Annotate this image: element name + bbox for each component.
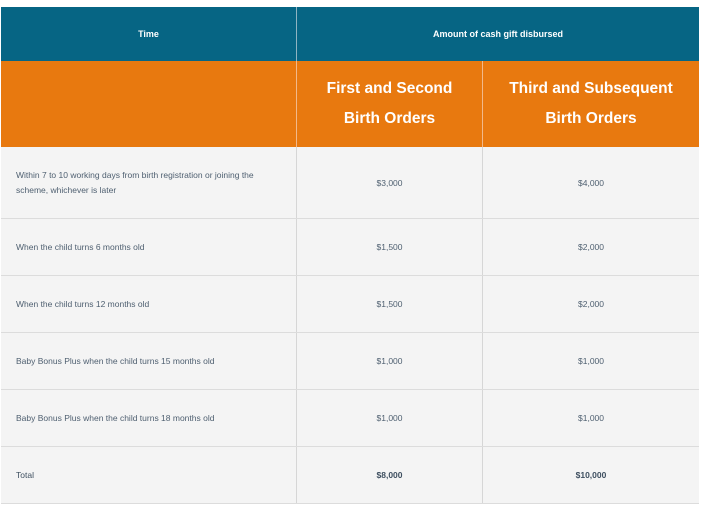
third-subsequent-amount-cell: $2,000 <box>578 299 604 309</box>
total-label: Total <box>1 447 297 503</box>
time-cell: When the child turns 12 months old <box>1 276 297 332</box>
total-first-second-cell: $8,000 <box>297 447 483 503</box>
third-subsequent-amount-cell: $1,000 <box>578 413 604 423</box>
third-subsequent-amount-cell: $4,000 <box>578 177 604 188</box>
amount-header: Amount of cash gift disbursed <box>432 29 563 39</box>
first-second-amount-cell: $1,500 <box>297 219 483 275</box>
time-cell: Within 7 to 10 working days from birth registration or joining the scheme, whichever is later <box>1 147 297 218</box>
table-row <box>1 389 699 446</box>
table-row <box>1 218 699 275</box>
first-second-amount-cell: $3,000 <box>297 147 483 218</box>
time-cell: Baby Bonus Plus when the child turns 18 months old <box>1 390 297 446</box>
time-header: Time <box>1 7 297 61</box>
third-subsequent-amount-cell: $2,000 <box>578 242 604 252</box>
third-subsequent-birth-orders-header <box>483 61 699 147</box>
time-cell: When the child turns 6 months old <box>1 219 297 275</box>
table-header-row <box>1 7 699 61</box>
birth-order-header-row <box>1 61 699 147</box>
cash-gift-table <box>1 7 699 504</box>
first-second-amount-cell: $1,000 <box>297 333 483 389</box>
table-row <box>1 275 699 332</box>
table-row <box>1 332 699 389</box>
first-second-amount-cell: $1,500 <box>297 276 483 332</box>
header-line: Birth Orders <box>545 110 637 127</box>
total-row <box>1 446 699 504</box>
first-second-birth-orders-header <box>297 61 483 147</box>
empty-header-cell <box>1 61 297 147</box>
header-line: Birth Orders <box>343 110 436 127</box>
table-row <box>1 147 699 218</box>
time-cell: Baby Bonus Plus when the child turns 15 months old <box>1 333 297 389</box>
first-second-amount-cell: $1,000 <box>297 390 483 446</box>
header-line: First and Second <box>326 80 453 97</box>
total-third-subsequent-cell: $10,000 <box>575 470 607 480</box>
third-subsequent-amount-cell: $1,000 <box>578 356 604 366</box>
header-line: Third and Subsequent <box>509 80 673 97</box>
